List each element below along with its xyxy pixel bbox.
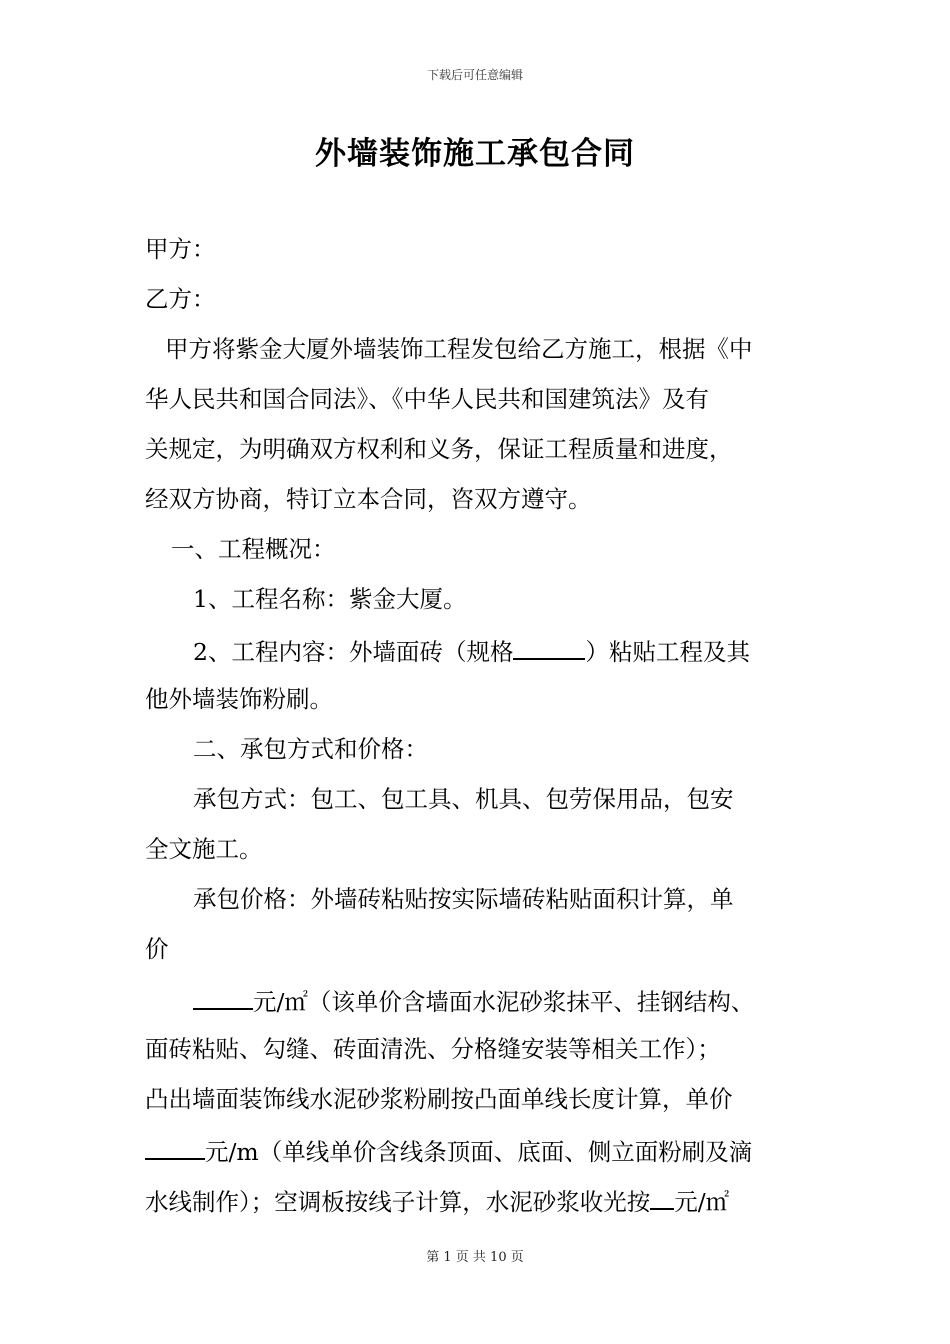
intro-line-1: 甲方将紫金大厦外墙装饰工程发包给乙方施工，根据《中 <box>165 335 753 363</box>
project-content-item <box>145 634 810 667</box>
aircon-board-text: 水线制作）；空调板按线子计算，水泥砂浆收光按 <box>145 1188 651 1216</box>
project-content-text-end: ）粘贴工程及其 <box>585 638 750 666</box>
contract-price-line-1: 承包价格：外墙砖粘贴按实际墙砖粘贴面积计算，单 <box>193 885 734 913</box>
plaster-price-blank <box>650 1184 674 1210</box>
plaster-price-unit: 元/㎡ <box>674 1188 730 1216</box>
party-b-label: 乙方： <box>145 285 216 313</box>
intro-line-3: 关规定，为明确双方权利和义务，保证工程质量和进度， <box>145 435 733 463</box>
header-note: 下载后可任意编辑 <box>426 68 523 82</box>
intro-line-4: 经双方协商，特订立本合同，咨双方遵守。 <box>145 485 592 513</box>
contract-mode-line-2: 全文施工。 <box>145 835 263 863</box>
project-content-text: 2、工程内容：外墙面砖（规格 <box>193 638 514 666</box>
page-footer: 第 1 页 共 10 页 <box>426 1250 524 1265</box>
contract-price-line-5: 凸出墙面装饰线水泥砂浆粉刷按凸面单线长度计算，单价 <box>145 1085 733 1113</box>
party-a-label: 甲方： <box>145 235 216 263</box>
document-title: 外墙装饰施工承包合同 <box>315 136 635 172</box>
section-1-heading: 一、工程概况： <box>171 535 336 563</box>
tile-price-text: 元/㎡（该单价含墙面水泥砂浆抹平、挂钢结构、 <box>253 988 755 1016</box>
contract-price-line-2: 价 <box>145 935 169 963</box>
contract-price-line-4: 面砖粘贴、勾缝、砖面清洗、分格缝安装等相关工作）； <box>145 1035 721 1063</box>
line-price-text: 元/m（单线单价含线条顶面、底面、侧立面粉刷及滴 <box>205 1138 753 1166</box>
intro-line-2: 华人民共和国合同法》、《中华人民共和国建筑法》及有 <box>145 385 709 413</box>
spec-blank <box>513 634 585 660</box>
contract-price-line-7 <box>145 1184 810 1217</box>
tile-price-blank <box>193 984 253 1010</box>
contract-price-line-3 <box>145 984 810 1017</box>
contract-price-line-6 <box>145 1134 810 1167</box>
contract-mode-line-1: 承包方式：包工、包工具、机具、包劳保用品，包安 <box>193 785 734 813</box>
project-name-item: 1、工程名称：紫金大厦。 <box>193 585 467 613</box>
section-2-heading: 二、承包方式和价格： <box>193 735 428 763</box>
project-content-continued: 他外墙装饰粉刷。 <box>145 685 333 713</box>
line-price-blank <box>145 1134 205 1160</box>
